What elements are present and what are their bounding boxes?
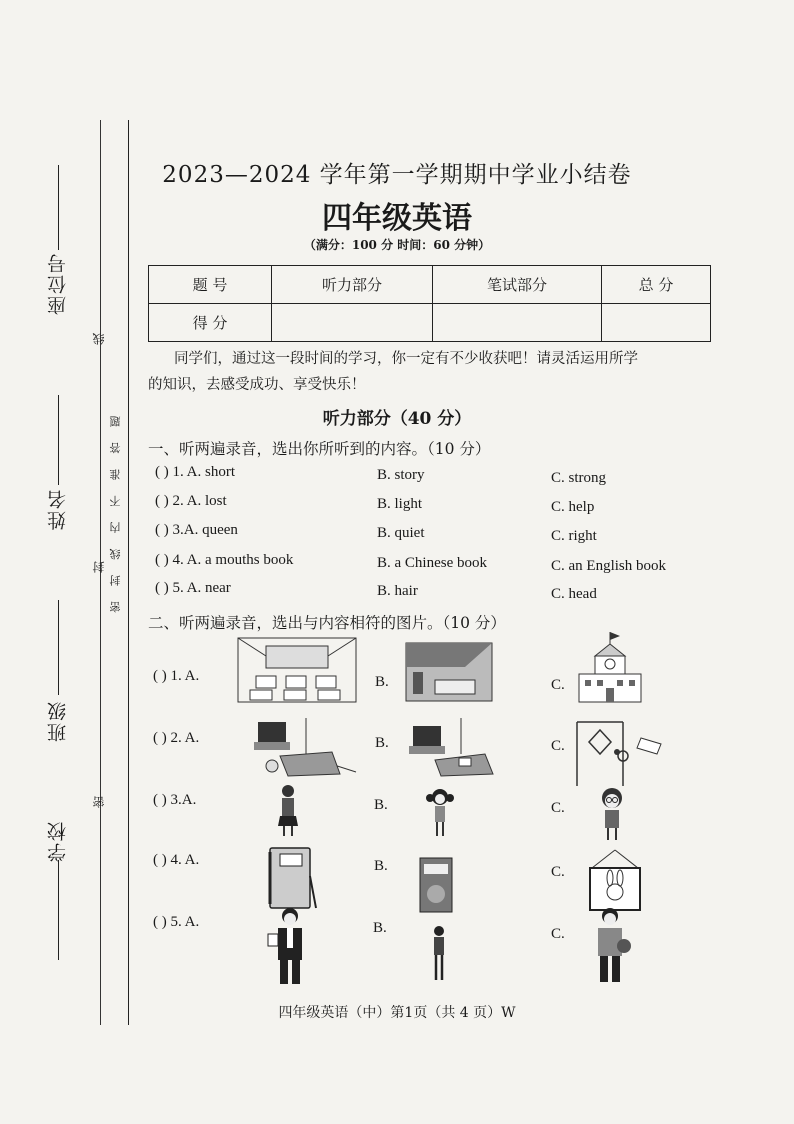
rabbit-picture-frame: [586, 848, 644, 914]
class-field[interactable]: [58, 600, 59, 695]
name-label: 姓名: [47, 488, 69, 530]
seat-number-label: 座位号: [47, 252, 69, 315]
s2-q1-option-a: ( ) 1. A.: [153, 668, 200, 684]
score-table-score-row: [149, 304, 711, 342]
seal-mi: 密: [92, 790, 106, 808]
exam-info: （满分：100 分 时间：60 分钟）: [303, 238, 491, 252]
score-header-number: 题 号: [149, 266, 272, 304]
score-header-total: 总 分: [602, 266, 711, 304]
s1-q5-option-c: C. head: [551, 586, 597, 602]
school-label: 学校: [47, 820, 69, 862]
intro-line-1: 同学们，通过这一段时间的学习，你一定有不少收获吧！请灵活运用所学: [174, 351, 638, 367]
s1-q2-option-b: B. light: [377, 496, 423, 512]
s1-q2-option-c: C. help: [551, 499, 595, 515]
s2-q2-option-b: B.: [375, 735, 389, 751]
tv-room-picture: [236, 716, 358, 778]
notebook-picture: [266, 846, 318, 912]
s2-q2-option-c: C.: [551, 738, 565, 754]
intro-line-2: 的知识，去感受成功、享受快乐！: [148, 377, 366, 393]
s1-q5-option-b: B. hair: [377, 583, 418, 599]
girl-glasses-picture: [594, 786, 630, 842]
binding-border-line: [128, 120, 129, 1025]
s1-q1-option-c: C. strong: [551, 470, 607, 486]
door-key-picture: [575, 716, 667, 788]
seal-feng: 封: [92, 555, 106, 573]
s2-q3-option-c: C.: [551, 800, 565, 816]
classroom-picture: [236, 636, 358, 704]
s1-q3-option-c: C. right: [551, 528, 597, 544]
s1-q1-option-a: ( ) 1. A. short: [155, 464, 235, 480]
s2-q2-option-a: ( ) 2. A.: [153, 730, 200, 746]
score-header-listening: 听力部分: [272, 266, 433, 304]
s2-q1-option-c: C.: [551, 677, 565, 693]
score-table-header-row: [149, 266, 711, 304]
score-cell-writing[interactable]: [433, 304, 602, 342]
s2-q4-option-a: ( ) 4. A.: [153, 852, 200, 868]
subject-title: 四年级英语: [322, 201, 472, 236]
school-building-picture: [575, 630, 645, 706]
s2-q3-option-b: B.: [374, 797, 388, 813]
s2-q5-option-c: C.: [551, 926, 565, 942]
sofa-room-picture: [405, 716, 497, 778]
listening-heading: 听力部分（40 分）: [322, 409, 472, 429]
s1-q3-option-a: ( ) 3.A. queen: [155, 522, 238, 538]
s2-q4-option-c: C.: [551, 864, 565, 880]
s1-q4-option-c: C. an English book: [551, 558, 666, 574]
s1-q5-option-a: ( ) 5. A. near: [155, 580, 231, 596]
small-boy-picture: [428, 924, 450, 984]
s2-q5-option-b: B.: [373, 920, 387, 936]
score-table: [148, 265, 711, 342]
s2-q5-option-a: ( ) 5. A.: [153, 914, 200, 930]
storybook-picture: [418, 856, 454, 914]
section1-title: 一、听两遍录音，选出你所听到的内容。（10 分）: [148, 440, 491, 458]
section2-title: 二、听两遍录音，选出与内容相符的图片。（10 分）: [148, 614, 506, 632]
score-row-label: 得 分: [149, 304, 272, 342]
girl-picture: [274, 782, 302, 838]
s1-q3-option-b: B. quiet: [377, 525, 425, 541]
s2-q1-option-b: B.: [375, 674, 389, 690]
exam-title: 2023—2024 学年第一学期期中学业小结卷: [162, 162, 632, 188]
living-room-picture: [405, 642, 493, 702]
seal-warning: 密 封 线 内 不 准 答 题: [109, 410, 122, 613]
s2-q3-option-a: ( ) 3.A.: [153, 792, 197, 808]
s2-q4-option-b: B.: [374, 858, 388, 874]
girl-pigtails-picture: [424, 786, 456, 840]
s1-q4-option-a: ( ) 4. A. a mouths book: [155, 552, 294, 568]
page-footer: 四年级英语（中）第1页（共 4 页）W: [278, 1005, 516, 1021]
s1-q1-option-b: B. story: [377, 467, 425, 483]
boy-bag-picture: [590, 906, 634, 986]
class-label: 班级: [47, 700, 69, 742]
score-cell-listening[interactable]: [272, 304, 433, 342]
score-cell-total[interactable]: [602, 304, 711, 342]
teacher-man-picture: [264, 906, 314, 986]
score-header-writing: 笔试部分: [433, 266, 602, 304]
seal-xian: 线: [92, 327, 106, 345]
s1-q4-option-b: B. a Chinese book: [377, 555, 487, 571]
s1-q2-option-a: ( ) 2. A. lost: [155, 493, 227, 509]
school-field[interactable]: [58, 860, 59, 960]
